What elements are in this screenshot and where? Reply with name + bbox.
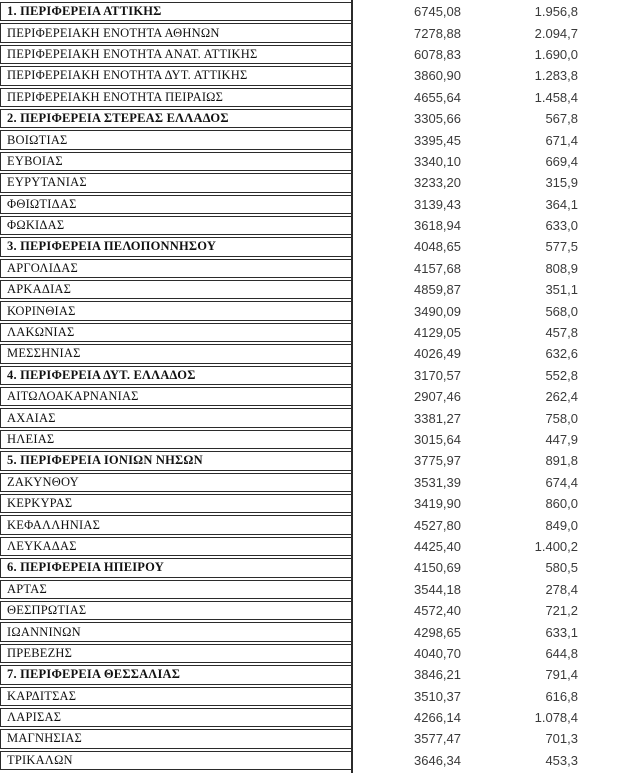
table-row <box>0 729 620 748</box>
region-name: ΑΡΤΑΣ <box>7 581 47 596</box>
region-name-cell <box>0 88 352 107</box>
value-column-2: 552,8 <box>545 367 578 383</box>
region-name: ΑΧΑΙΑΣ <box>7 410 56 425</box>
region-name-cell <box>0 280 352 299</box>
region-name: 2. ΠΕΡΙΦΕΡΕΙΑ ΣΤΕΡΕΑΣ ΕΛΛΑΔΟΣ <box>7 111 229 126</box>
value-column-2: 891,8 <box>545 453 578 469</box>
region-name-cell <box>0 366 352 385</box>
value-column-1: 4266,14 <box>414 710 461 726</box>
table-row <box>0 515 620 534</box>
value-column-2: 577,5 <box>545 239 578 255</box>
table-row <box>0 601 620 620</box>
region-name: ΠΕΡΙΦΕΡΕΙΑΚΗ ΕΝΟΤΗΤΑ ΑΝΑΤ. ΑΤΤΙΚΗΣ <box>7 46 258 61</box>
region-name-cell <box>0 473 352 492</box>
value-column-1: 4129,05 <box>414 325 461 341</box>
value-column-1: 3544,18 <box>414 581 461 597</box>
table-row <box>0 109 620 128</box>
table-row <box>0 45 620 64</box>
value-column-2: 453,3 <box>545 752 578 768</box>
value-column-1: 3490,09 <box>414 303 461 319</box>
region-name-cell <box>0 708 352 727</box>
region-name: ΠΕΡΙΦΕΡΕΙΑΚΗ ΕΝΟΤΗΤΑ ΑΘΗΝΩΝ <box>7 25 220 40</box>
region-name: 5. ΠΕΡΙΦΕΡΕΙΑ ΙΟΝΙΩΝ ΝΗΣΩΝ <box>7 453 203 468</box>
region-name: ΛΑΚΩΝΙΑΣ <box>7 325 75 340</box>
region-name-cell <box>0 301 352 320</box>
region-name-cell <box>0 729 352 748</box>
value-column-1: 3419,90 <box>414 496 461 512</box>
value-column-2: 1.956,8 <box>534 4 578 20</box>
region-name: ΠΕΡΙΦΕΡΕΙΑΚΗ ΕΝΟΤΗΤΑ ΔΥΤ. ΑΤΤΙΚΗΣ <box>7 68 248 83</box>
region-name-cell <box>0 45 352 64</box>
value-column-1: 4425,40 <box>414 538 461 554</box>
region-name-cell <box>0 644 352 663</box>
value-column-2: 1.078,4 <box>534 710 578 726</box>
region-name: ΠΕΡΙΦΕΡΕΙΑΚΗ ΕΝΟΤΗΤΑ ΠΕΙΡΑΙΩΣ <box>7 89 224 104</box>
table-row <box>0 430 620 449</box>
value-column-2: 262,4 <box>545 389 578 405</box>
value-column-1: 3233,20 <box>414 175 461 191</box>
table-row <box>0 537 620 556</box>
value-column-1: 6745,08 <box>414 4 461 20</box>
value-column-2: 351,1 <box>545 282 578 298</box>
value-column-1: 3860,90 <box>414 68 461 84</box>
value-column-2: 1.458,4 <box>534 89 578 105</box>
region-name: ΖΑΚΥΝΘΟΥ <box>7 474 79 489</box>
value-column-1: 4572,40 <box>414 603 461 619</box>
region-name: ΦΘΙΩΤΙΔΑΣ <box>7 196 77 211</box>
region-name: ΛΑΡΙΣΑΣ <box>7 710 62 725</box>
table-row <box>0 259 620 278</box>
region-name-cell <box>0 515 352 534</box>
value-column-1: 4157,68 <box>414 260 461 276</box>
value-column-2: 669,4 <box>545 153 578 169</box>
table-row <box>0 66 620 85</box>
value-column-2: 568,0 <box>545 303 578 319</box>
value-column-1: 3340,10 <box>414 153 461 169</box>
table-row <box>0 323 620 342</box>
table-row <box>0 130 620 149</box>
table-row <box>0 237 620 256</box>
table-row <box>0 408 620 427</box>
value-column-1: 4655,64 <box>414 89 461 105</box>
region-name-cell <box>0 665 352 684</box>
region-name-cell <box>0 2 352 21</box>
region-name-cell <box>0 152 352 171</box>
region-name-cell <box>0 622 352 641</box>
region-name-cell <box>0 494 352 513</box>
region-name-cell <box>0 237 352 256</box>
region-name: ΑΙΤΩΛΟΑΚΑΡΝΑΝΙΑΣ <box>7 389 139 404</box>
value-column-1: 3139,43 <box>414 196 461 212</box>
region-name: ΚΑΡΔΙΤΣΑΣ <box>7 688 77 703</box>
table-row <box>0 344 620 363</box>
value-column-2: 701,3 <box>545 731 578 747</box>
table-row <box>0 622 620 641</box>
region-name: ΜΑΓΝΗΣΙΑΣ <box>7 731 82 746</box>
region-name: 6. ΠΕΡΙΦΕΡΕΙΑ ΗΠΕΙΡΟΥ <box>7 560 164 575</box>
region-name-cell <box>0 451 352 470</box>
region-name-cell <box>0 558 352 577</box>
value-column-1: 3305,66 <box>414 111 461 127</box>
region-name-cell <box>0 687 352 706</box>
region-name-cell <box>0 23 352 42</box>
value-column-1: 3381,27 <box>414 410 461 426</box>
region-name-cell <box>0 66 352 85</box>
value-column-1: 4040,70 <box>414 645 461 661</box>
region-name: ΑΡΚΑΔΙΑΣ <box>7 282 72 297</box>
region-name-cell <box>0 408 352 427</box>
region-name-cell <box>0 259 352 278</box>
value-column-1: 2907,46 <box>414 389 461 405</box>
table-row <box>0 301 620 320</box>
region-name-cell <box>0 601 352 620</box>
region-name-cell <box>0 430 352 449</box>
value-column-2: 616,8 <box>545 688 578 704</box>
value-column-1: 7278,88 <box>414 25 461 41</box>
region-name: ΙΩΑΝΝΙΝΩΝ <box>7 624 81 639</box>
table-row <box>0 88 620 107</box>
region-name: 3. ΠΕΡΙΦΕΡΕΙΑ ΠΕΛΟΠΟΝΝΗΣΟΥ <box>7 239 217 254</box>
region-name-cell <box>0 344 352 363</box>
region-name: ΤΡΙΚΑΛΩΝ <box>7 752 73 767</box>
region-name-cell <box>0 173 352 192</box>
value-column-1: 4298,65 <box>414 624 461 640</box>
value-column-2: 1.283,8 <box>534 68 578 84</box>
table-row <box>0 152 620 171</box>
region-name: ΘΕΣΠΡΩΤΙΑΣ <box>7 603 87 618</box>
value-column-2: 632,6 <box>545 346 578 362</box>
region-name-cell <box>0 130 352 149</box>
region-name: ΜΕΣΣΗΝΙΑΣ <box>7 346 81 361</box>
table-row <box>0 451 620 470</box>
table-row <box>0 216 620 235</box>
region-name-cell <box>0 580 352 599</box>
table-row <box>0 580 620 599</box>
region-name: 1. ΠΕΡΙΦΕΡΕΙΑ ΑΤΤΙΚΗΣ <box>7 4 162 19</box>
value-column-2: 580,5 <box>545 560 578 576</box>
table-row <box>0 708 620 727</box>
value-column-2: 671,4 <box>545 132 578 148</box>
value-column-2: 791,4 <box>545 667 578 683</box>
region-name-cell <box>0 109 352 128</box>
value-column-2: 808,9 <box>545 260 578 276</box>
table-row <box>0 494 620 513</box>
value-column-2: 1.400,2 <box>534 538 578 554</box>
region-name-cell <box>0 323 352 342</box>
column-divider-line <box>351 0 353 773</box>
table-row <box>0 751 620 770</box>
region-name-cell <box>0 387 352 406</box>
value-column-2: 860,0 <box>545 496 578 512</box>
table-row <box>0 2 620 21</box>
table-row <box>0 558 620 577</box>
region-name: ΒΟΙΩΤΙΑΣ <box>7 132 68 147</box>
value-column-1: 4150,69 <box>414 560 461 576</box>
table-row <box>0 687 620 706</box>
value-column-1: 3775,97 <box>414 453 461 469</box>
table-row <box>0 473 620 492</box>
table-row <box>0 644 620 663</box>
value-column-1: 4527,80 <box>414 517 461 533</box>
value-column-2: 644,8 <box>545 645 578 661</box>
value-column-2: 1.690,0 <box>534 46 578 62</box>
value-column-2: 457,8 <box>545 325 578 341</box>
region-name: ΛΕΥΚΑΔΑΣ <box>7 538 77 553</box>
value-column-1: 3015,64 <box>414 432 461 447</box>
value-column-1: 3395,45 <box>414 132 461 148</box>
table-row <box>0 387 620 406</box>
value-column-1: 4859,87 <box>414 282 461 298</box>
region-name: ΚΟΡΙΝΘΙΑΣ <box>7 303 76 318</box>
value-column-1: 3170,57 <box>414 367 461 383</box>
value-column-1: 3618,94 <box>414 218 461 234</box>
region-name: 7. ΠΕΡΙΦΕΡΕΙΑ ΘΕΣΣΑΛΙΑΣ <box>7 667 181 682</box>
region-name: ΕΥΒΟΙΑΣ <box>7 153 63 168</box>
value-column-1: 3577,47 <box>414 731 461 747</box>
value-column-1: 6078,83 <box>414 46 461 62</box>
value-column-2: 364,1 <box>545 196 578 212</box>
value-column-2: 567,8 <box>545 111 578 127</box>
value-column-2: 315,9 <box>545 175 578 191</box>
value-column-1: 3510,37 <box>414 688 461 704</box>
value-column-2: 447,9 <box>545 432 578 447</box>
table-row <box>0 195 620 214</box>
value-column-2: 674,4 <box>545 474 578 490</box>
region-name: ΠΡΕΒΕΖΗΣ <box>7 645 73 660</box>
region-name-cell <box>0 537 352 556</box>
value-column-2: 633,0 <box>545 218 578 234</box>
table-row <box>0 280 620 299</box>
value-column-2: 633,1 <box>545 624 578 640</box>
table-row <box>0 665 620 684</box>
value-column-1: 3846,21 <box>414 667 461 683</box>
region-name-cell <box>0 216 352 235</box>
value-column-2: 721,2 <box>545 603 578 619</box>
region-name-cell <box>0 751 352 770</box>
value-column-2: 849,0 <box>545 517 578 533</box>
region-name: 4. ΠΕΡΙΦΕΡΕΙΑ ΔΥΤ. ΕΛΛΑΔΟΣ <box>7 367 196 382</box>
value-column-2: 2.094,7 <box>534 25 578 41</box>
table-row <box>0 23 620 42</box>
region-name: ΕΥΡΥΤΑΝΙΑΣ <box>7 175 87 190</box>
region-name-cell <box>0 195 352 214</box>
value-column-1: 4048,65 <box>414 239 461 255</box>
value-column-1: 4026,49 <box>414 346 461 362</box>
value-column-1: 3531,39 <box>414 474 461 490</box>
value-column-2: 278,4 <box>545 581 578 597</box>
table-row <box>0 173 620 192</box>
region-name: ΚΕΡΚΥΡΑΣ <box>7 496 73 511</box>
region-name: ΗΛΕΙΑΣ <box>7 432 55 446</box>
region-name: ΑΡΓΟΛΙΔΑΣ <box>7 260 79 275</box>
table-row <box>0 366 620 385</box>
region-name: ΚΕΦΑΛΛΗΝΙΑΣ <box>7 517 101 532</box>
value-column-2: 758,0 <box>545 410 578 426</box>
region-name: ΦΩΚΙΔΑΣ <box>7 218 65 233</box>
value-column-1: 3646,34 <box>414 752 461 768</box>
